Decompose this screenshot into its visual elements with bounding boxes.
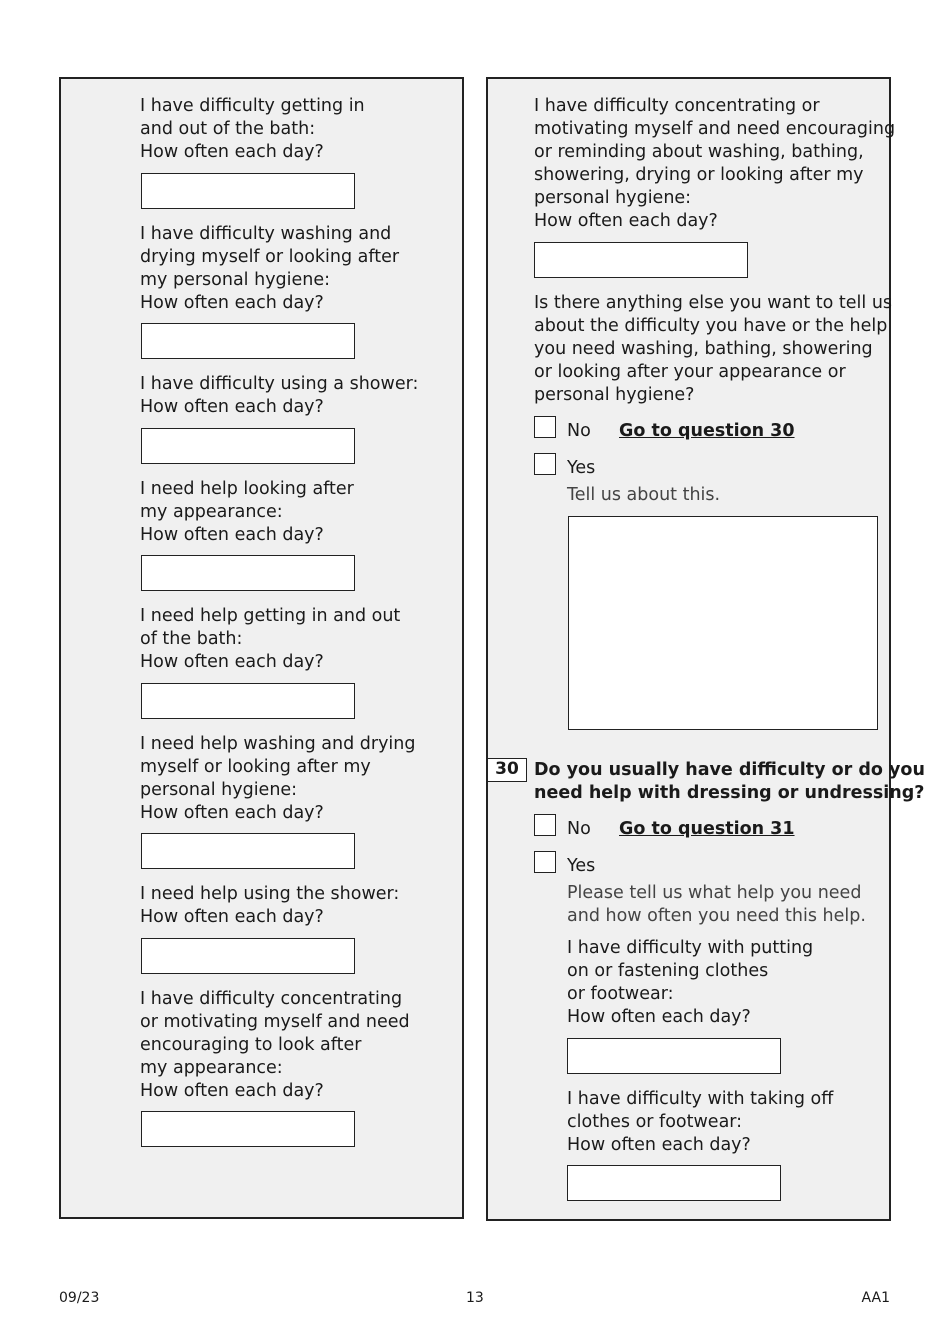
footer-date: 09/23 (59, 1290, 100, 1306)
anything-else-yes-label: Yes (567, 458, 596, 478)
q30-no-checkbox[interactable] (534, 814, 556, 836)
question-putting-on-clothes: I have difficulty with putting on or fastening clothes or footwear: How often each day? (567, 938, 814, 1027)
question-shower-help: I need help using the shower: How often each day? (140, 884, 400, 927)
question-washing-help: I need help washing and drying myself or looking after my personal hygiene: How often each day? (140, 734, 416, 823)
taking-off-clothes-input[interactable] (567, 1165, 781, 1201)
question-bath-difficulty: I have difficulty getting in and out of the bath: How often each day? (140, 96, 365, 162)
hygiene-motivation-input[interactable] (534, 242, 748, 278)
question-appearance-motivation: I have difficulty concentrating or motivating myself and need encouraging to look after my appearance: How often each day? (140, 989, 410, 1101)
anything-else-yes-checkbox[interactable] (534, 453, 556, 475)
anything-else-no-label: No (567, 421, 591, 441)
putting-on-clothes-input[interactable] (567, 1038, 781, 1074)
footer-page-number: 13 (466, 1290, 484, 1306)
washing-help-input[interactable] (141, 833, 355, 869)
anything-else-textarea[interactable] (568, 516, 878, 730)
footer-form-code: AA1 (861, 1290, 890, 1306)
anything-else-no-checkbox[interactable] (534, 416, 556, 438)
question-taking-off-clothes: I have difficulty with taking off clothes or footwear: How often each day? (567, 1089, 834, 1155)
question-number-30: 30 (487, 758, 527, 782)
question-30-heading: Do you usually have difficulty or do you need help with dressing or undressing? (534, 760, 925, 803)
goto-question-31: Go to question 31 (619, 819, 795, 839)
shower-help-input[interactable] (141, 938, 355, 974)
question-hygiene-motivation: I have difficulty concentrating or motivating myself and need encouraging or reminding about washing, bathing, showering, drying or looking after my personal hygiene: How often each day? (534, 96, 896, 231)
q30-yes-checkbox[interactable] (534, 851, 556, 873)
question-shower-difficulty: I have difficulty using a shower: How often each day? (140, 374, 419, 417)
q30-no-label: No (567, 819, 591, 839)
shower-difficulty-input[interactable] (141, 428, 355, 464)
q30-hint: Please tell us what help you need and how often you need this help. (567, 883, 866, 926)
question-bath-help: I need help getting in and out of the bath: How often each day? (140, 606, 401, 672)
anything-else-hint: Tell us about this. (567, 485, 721, 505)
bath-help-input[interactable] (141, 683, 355, 719)
question-anything-else: Is there anything else you want to tell us about the difficulty you have or the help you need washing, bathing, showering or looking after your appearance or personal hygiene? (534, 293, 893, 405)
bath-difficulty-input[interactable] (141, 173, 355, 209)
q30-yes-label: Yes (567, 856, 596, 876)
washing-difficulty-input[interactable] (141, 323, 355, 359)
appearance-help-input[interactable] (141, 555, 355, 591)
question-appearance-help: I need help looking after my appearance: How often each day? (140, 479, 354, 545)
appearance-motivation-input[interactable] (141, 1111, 355, 1147)
question-washing-difficulty: I have difficulty washing and drying myself or looking after my personal hygiene: How often each day? (140, 224, 400, 313)
goto-question-30: Go to question 30 (619, 421, 795, 441)
